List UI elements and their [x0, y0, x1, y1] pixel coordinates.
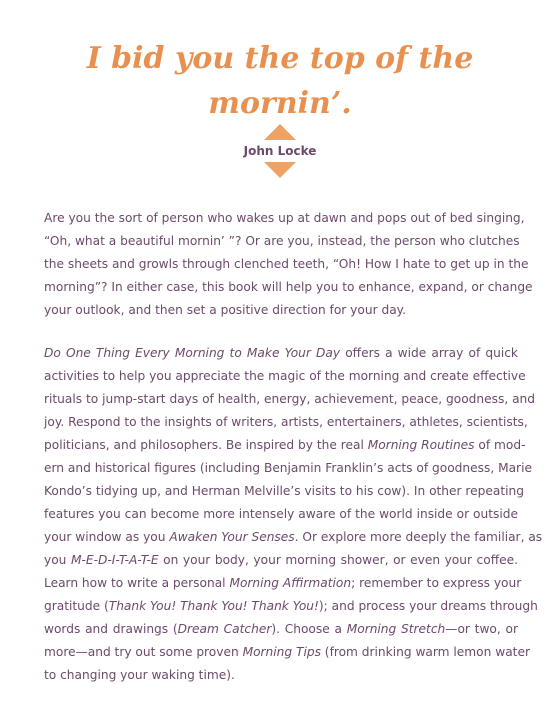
feature-name-italic: Awaken Your Senses [169, 530, 295, 544]
triangle-down-icon [264, 162, 296, 178]
paragraph-line [44, 549, 518, 572]
line-text: of mod- [474, 438, 526, 452]
paragraph-line: morning”? In either case, this book will help you to enhance, expand, or change [44, 280, 533, 294]
line-text: —or two, or [445, 622, 518, 636]
paragraph-line: activities to help you appreciate the magic of the morning and create effective [44, 369, 526, 383]
line-text: . Or explore more deeply the familiar, as [294, 530, 543, 544]
paragraph-line: features you can become more intensely aware of the world inside or outside [44, 507, 518, 521]
paragraph-line: the sheets and growls through clenched teeth, “Oh! How I hate to get up in the [44, 257, 529, 271]
epigraph-quote [40, 36, 520, 126]
paragraph-line [44, 618, 518, 641]
line-text: words and drawings ( [44, 622, 178, 636]
paragraph-line [44, 434, 526, 457]
paragraph-line [44, 526, 543, 549]
line-text: Learn how to write a personal [44, 576, 230, 590]
line-text: your window as you [44, 530, 170, 544]
epigraph-line-1: I bid you the top of the [86, 41, 474, 76]
line-text: offers a wide array of quick [340, 346, 518, 360]
attribution-ornament [0, 124, 560, 182]
paragraph-line [44, 641, 530, 664]
paragraph-line: ern and historical figures (including Benjamin Franklin’s acts of goodness, Marie [44, 461, 532, 475]
paragraph-line: “Oh, what a beautiful mornin’ ”? Or are you, instead, the person who clutches [44, 234, 520, 248]
line-text: ); and process your dreams through [318, 599, 538, 613]
paragraph-line: Kondo’s tidying up, and Herman Melville’s visits to his cow). In other repeating [44, 484, 524, 498]
paragraph-line: your outlook, and then set a positive direction for your day. [44, 303, 407, 317]
paragraph-line: joy. Respond to the insights of writers, artists, entertainers, athletes, scientists, [44, 415, 528, 429]
feature-name-italic: Thank You! Thank You! Thank You! [108, 599, 319, 613]
line-text: (from drinking warm lemon water [320, 645, 530, 659]
line-text: ). Choose a [271, 622, 347, 636]
line-text: more—and try out some proven [44, 645, 243, 659]
line-text: ; remember to express your [351, 576, 522, 590]
paragraph-line [44, 595, 538, 618]
paragraph-line: to changing your waking time). [44, 668, 235, 682]
feature-name-italic: M-E-D-I-T-A-T-E [70, 553, 159, 567]
feature-name-italic: Morning Stretch [346, 622, 446, 636]
intro-paragraph-2 [44, 342, 543, 687]
triangle-up-icon [264, 124, 296, 140]
line-text: gratitude ( [44, 599, 109, 613]
quote-author: John Locke [243, 144, 317, 158]
line-text: on your body, your morning shower, or even your coffee. [158, 553, 518, 567]
epigraph-line-2: mornin’. [208, 86, 352, 121]
intro-paragraph-1 [44, 207, 533, 322]
paragraph-line [44, 572, 522, 595]
paragraph-line: rituals to jump-start days of health, energy, achievement, peace, goodness, and [44, 392, 536, 406]
paragraph-line [44, 342, 518, 365]
book-title-italic: Do One Thing Every Morning to Make Your Day [44, 346, 341, 360]
paragraph-line: Are you the sort of person who wakes up at dawn and pops out of bed singing, [44, 211, 525, 225]
feature-name-italic: Dream Catcher [177, 622, 272, 636]
line-text: politicians, and philosophers. Be inspired by the real [44, 438, 368, 452]
feature-name-italic: Morning Affirmation [229, 576, 352, 590]
feature-name-italic: Morning Routines [367, 438, 475, 452]
line-text: you [44, 553, 71, 567]
feature-name-italic: Morning Tips [242, 645, 321, 659]
